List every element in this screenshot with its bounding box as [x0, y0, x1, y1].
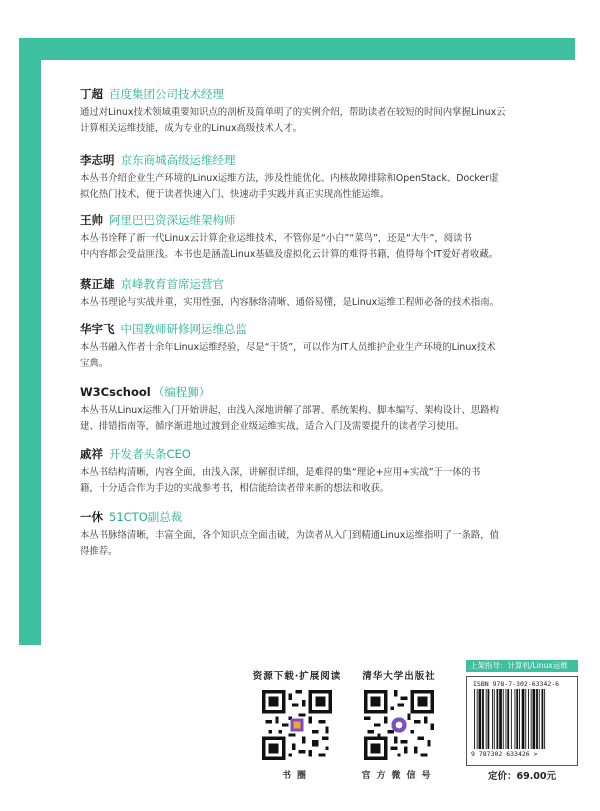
- reviewer-title: 中国教师研修网运维总监: [120, 322, 247, 336]
- qr-block-shuquan: [249, 668, 345, 781]
- barcode-icon: [473, 689, 573, 749]
- qr-label: 清华大学出版社: [362, 671, 436, 682]
- review-line: 宝典。: [80, 357, 109, 369]
- reviewer-title: 阿里巴巴资深运维架构师: [109, 213, 236, 227]
- review-item: [80, 152, 576, 202]
- review-line: 本丛书介绍企业生产环境的Linux运维方法，涉及性能优化、内核故障排除和OpenStack、Docker虚: [80, 173, 499, 184]
- review-item: [80, 276, 576, 311]
- review-line: 中内容都会受益匪浅。本书也是涵盖Linux基础及虚拟化云计算的难得书籍，值得每个IT爱好者收藏。: [80, 248, 499, 260]
- reviewer-name: 戚祥: [80, 447, 103, 461]
- reviewer-name: 李志明: [80, 153, 115, 167]
- review-line: 通过对Linux技术领域重要知识点的剖析及简单明了的实例介绍，帮助读者在较短的时间内掌握Linux云: [80, 107, 506, 118]
- reviewer-title: （编程狮）: [152, 385, 211, 399]
- isbn-barcode-box: [466, 676, 578, 766]
- reviewer-title: 开发者头条CEO: [109, 447, 191, 461]
- qr-caption: 书圈: [281, 771, 312, 781]
- review-line: 本丛书从Linux运维入门开始讲起，由浅入深地讲解了部署、系统架构、脚本编写、架构设计、思路构: [80, 405, 500, 416]
- shelf-category-label: 上架指导：计算机/Linux运维: [466, 660, 578, 672]
- reviewer-name: 丁超: [80, 87, 103, 101]
- ean-number: 9 787302 633426 >: [471, 750, 538, 758]
- review-item: [80, 86, 576, 136]
- reviewer-title: 51CTO副总裁: [109, 510, 183, 524]
- reviewer-title: 京东商城高级运维经理: [120, 153, 236, 167]
- qr-block-official-wechat: [351, 668, 447, 781]
- review-item: [80, 321, 576, 371]
- reviewer-name: W3Cschool: [80, 385, 151, 399]
- review-line: 本丛书融入作者十余年Linux运维经验，尽是“干货”，可以作为IT人员维护企业生产环境的Linux技术: [80, 342, 496, 353]
- review-line: 本丛书脉络清晰，丰富全面，各个知识点全面击破，为读者从入门到精通Linux运维指明了一条路，值: [80, 530, 500, 541]
- review-line: 得推荐。: [80, 545, 118, 557]
- qr-code-icon[interactable]: [262, 690, 332, 760]
- reviewer-name: 蔡正雄: [80, 277, 115, 291]
- review-line: 籍，十分适合作为手边的实战参考书，相信能给读者带来新的想法和收获。: [80, 482, 390, 494]
- review-item: [80, 212, 576, 262]
- review-item: [80, 384, 576, 434]
- qr-label: 资源下载·扩展阅读: [252, 671, 342, 682]
- review-item: [80, 509, 576, 559]
- review-line: 本丛书理论与实战并重，实用性强，内容脉络清晰、通俗易懂，是Linux运维工程师必备的技术指南。: [80, 297, 500, 308]
- review-line: 拟化热门技术，便于读者快速入门、快速动手实践并真正实现高性能运维。: [80, 188, 390, 200]
- review-line: 建、排错指南等，循序渐进地过渡到企业级运维实战，适合入门及需要提升的读者学习使用。: [80, 420, 465, 432]
- reviewer-name: 华宇飞: [80, 322, 115, 336]
- qr-caption: 官方微信号: [361, 771, 437, 781]
- reviewer-name: 王帅: [80, 213, 103, 227]
- review-item: [80, 446, 576, 496]
- review-line: 本丛书诠释了新一代Linux云计算企业运维技术，不管你是“小白”“菜鸟”，还是“大牛”，阅读书: [80, 233, 472, 244]
- review-line: 本丛书结构清晰，内容全面，由浅入深，讲解很详细，是难得的集“理论+应用+实战”于一体的书: [80, 467, 481, 478]
- reviewer-title: 百度集团公司技术经理: [109, 87, 224, 101]
- isbn-text: ISBN 978-7-302-63342-6: [473, 680, 560, 688]
- review-line: 计算相关运维技能，成为专业的Linux高级技术人才。: [80, 122, 303, 134]
- price-label: 定价：69.00元: [487, 771, 557, 782]
- reviewer-name: 一休: [80, 510, 103, 524]
- qr-code-icon[interactable]: [364, 690, 434, 760]
- reviewer-title: 京峰教育首席运营官: [120, 277, 224, 291]
